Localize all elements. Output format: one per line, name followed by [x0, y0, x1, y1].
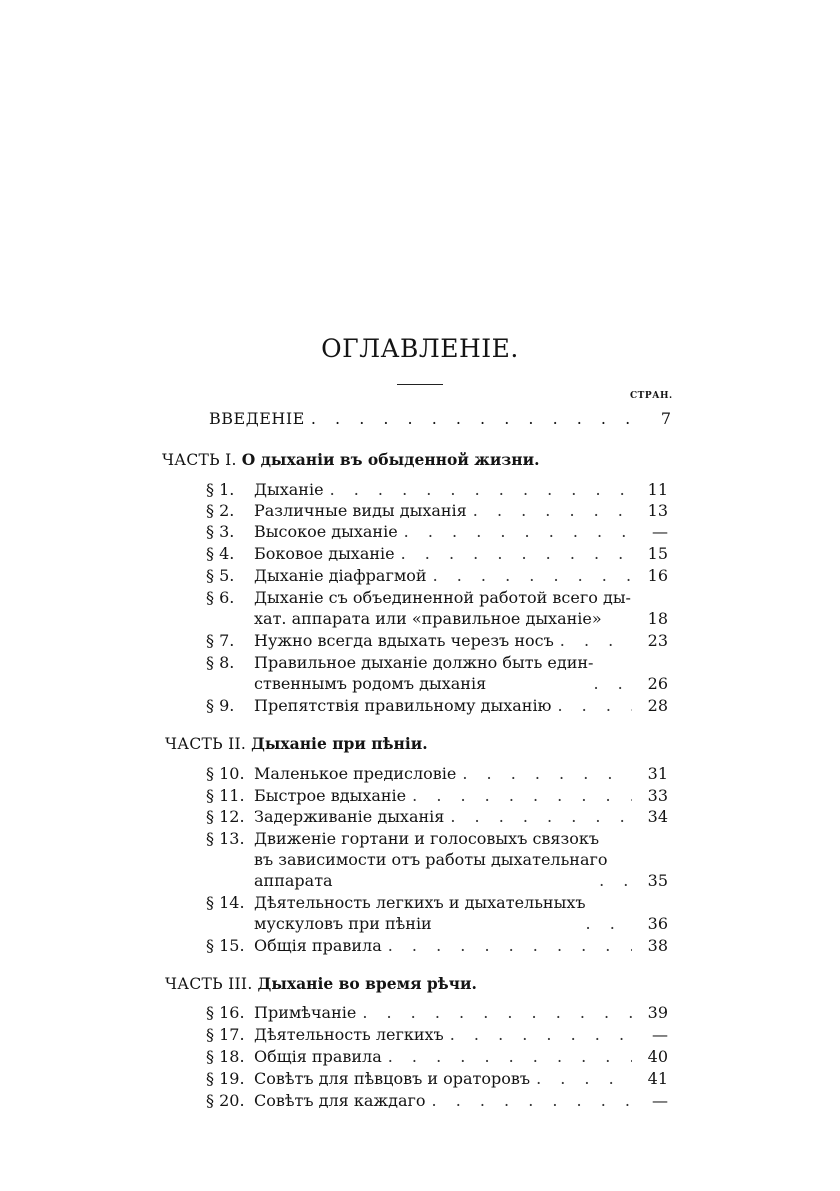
- toc-entry-label-cont: хат. аппарата или «правильное дыханіе»: [254, 609, 602, 628]
- toc-entry-page: 18: [647, 609, 668, 628]
- toc-entry-s3[interactable]: [206, 521, 668, 542]
- dot-leader: [593, 673, 632, 694]
- section-number: § 14.: [206, 893, 245, 912]
- toc-entry-page: 39: [647, 1003, 668, 1022]
- section-number: § 16.: [206, 1003, 245, 1022]
- toc-entry-page: 34: [647, 807, 668, 826]
- toc-entry-page: 40: [647, 1047, 668, 1066]
- dot-leader: [404, 521, 632, 542]
- dot-leader: [599, 870, 632, 891]
- toc-entry-label: Маленькое предисловіе: [254, 764, 457, 783]
- toc-entry-label: ВВЕДЕНІЕ: [209, 409, 305, 428]
- toc-entry-label: Движеніе гортани и голосовыхъ связокъ: [254, 829, 600, 848]
- toc-entry-s16[interactable]: [206, 1002, 668, 1023]
- toc-entry-label: Совѣтъ для каждаго: [254, 1091, 426, 1110]
- dot-leader: [450, 806, 632, 827]
- toc-entry-label: Дыханіе діафрагмой: [254, 566, 427, 585]
- section-number: § 5.: [206, 566, 235, 585]
- toc-entry-s15[interactable]: [206, 935, 668, 956]
- dot-leader: [362, 1002, 632, 1023]
- section-number: § 19.: [206, 1069, 245, 1088]
- section-number: § 1.: [206, 480, 235, 499]
- toc-entry-page: 33: [647, 786, 668, 805]
- toc-entry-s6[interactable]: [206, 587, 668, 628]
- toc-entry-page: 28: [647, 696, 668, 715]
- dot-leader: [560, 630, 632, 651]
- part-title: Дыханіе при пѣніи.: [251, 734, 428, 753]
- toc-entry-s14[interactable]: [206, 892, 668, 933]
- section-number: § 7.: [206, 631, 235, 650]
- toc-entry-label-cont: аппарата: [254, 871, 333, 890]
- section-number: § 4.: [206, 544, 235, 563]
- toc-entry-label: Дыханіе съ объединенной работой всего ды-: [254, 588, 631, 607]
- toc-entry-page: 23: [647, 631, 668, 650]
- toc-entry-label: Совѣтъ для пѣвцовъ и ораторовъ: [254, 1069, 531, 1088]
- part-heading-2: [165, 734, 428, 753]
- dot-leader: [311, 409, 635, 428]
- dot-leader: [433, 565, 632, 586]
- dot-leader: [536, 1068, 632, 1089]
- toc-entry-page: 31: [647, 764, 668, 783]
- toc-entry-label: Задерживаніе дыханія: [254, 807, 445, 826]
- toc-entry-label: Дѣятельность легкихъ: [254, 1025, 444, 1044]
- part-label: ЧАСТЬ I.: [162, 451, 237, 469]
- toc-entry-page: 13: [647, 501, 668, 520]
- toc-entry-page: 38: [647, 936, 668, 955]
- section-number: § 9.: [206, 696, 235, 715]
- toc-entry-page: 26: [647, 674, 668, 693]
- toc-entry-page: 11: [647, 480, 668, 499]
- toc-entry-s10[interactable]: [206, 763, 668, 784]
- toc-entry-s13[interactable]: [206, 828, 668, 890]
- toc-entry-page: 36: [647, 914, 668, 933]
- part-title: О дыханіи въ обыденной жизни.: [241, 450, 540, 469]
- section-number: § 10.: [206, 764, 245, 783]
- dot-leader: [432, 1090, 632, 1111]
- part-label: ЧАСТЬ III.: [165, 975, 253, 993]
- section-number: § 6.: [206, 588, 235, 607]
- toc-entry-s8[interactable]: [206, 652, 668, 693]
- part-heading-1: [162, 450, 540, 469]
- toc-entry-page: —: [652, 522, 668, 541]
- toc-entry-label-cont: въ зависимости отъ работы дыхательнаго: [254, 850, 608, 869]
- dot-leader: [557, 695, 632, 716]
- toc-entry-label: Дыханіе: [254, 480, 324, 499]
- toc-entry-s7[interactable]: [206, 630, 668, 651]
- toc-entry-s11[interactable]: [206, 785, 668, 806]
- toc-entry-s17[interactable]: [206, 1024, 668, 1045]
- dot-leader: [388, 1046, 632, 1067]
- toc-entry-page: 15: [647, 544, 668, 563]
- section-number: § 8.: [206, 653, 235, 672]
- section-number: § 11.: [206, 786, 245, 805]
- toc-entry-s5[interactable]: [206, 565, 668, 586]
- page-column-header: СТРАН.: [630, 391, 673, 401]
- dot-leader: [586, 913, 632, 934]
- toc-entry-label-cont: мускуловъ при пѣніи: [254, 914, 432, 933]
- section-number: § 18.: [206, 1047, 245, 1066]
- toc-entry-intro[interactable]: [209, 409, 671, 428]
- toc-entry-label: Общія правила: [254, 1047, 382, 1066]
- toc-entry-page: —: [652, 1091, 668, 1110]
- toc-entry-s19[interactable]: [206, 1068, 668, 1089]
- section-number: § 3.: [206, 522, 235, 541]
- toc-entry-page: —: [652, 1025, 668, 1044]
- section-number: § 13.: [206, 829, 245, 848]
- title-rule: [397, 384, 443, 385]
- toc-entry-page: 35: [647, 871, 668, 890]
- part-title: Дыханіе во время рѣчи.: [257, 974, 477, 993]
- dot-leader: [450, 1024, 632, 1045]
- toc-entry-label: Быстрое вдыханіе: [254, 786, 407, 805]
- dot-leader: [388, 935, 632, 956]
- toc-entry-label: Примѣчаніе: [254, 1003, 357, 1022]
- section-number: § 20.: [206, 1091, 245, 1110]
- toc-entry-page: 16: [647, 566, 668, 585]
- page-title: ОГЛАВЛЕНІЕ.: [321, 334, 519, 363]
- part-heading-3: [165, 974, 477, 993]
- toc-entry-s1[interactable]: [206, 479, 668, 500]
- toc-entry-label: Высокое дыханіе: [254, 522, 398, 541]
- toc-entry-label: Боковое дыханіе: [254, 544, 395, 563]
- toc-entry-label-cont: ственнымъ родомъ дыханія: [254, 674, 487, 693]
- toc-entry-s4[interactable]: [206, 543, 668, 564]
- section-number: § 2.: [206, 501, 235, 520]
- toc-entry-label: Препятствія правильному дыханію: [254, 696, 552, 715]
- toc-entry-label: Дѣятельность легкихъ и дыхательныхъ: [254, 893, 586, 912]
- dot-leader: [401, 543, 632, 564]
- dot-leader: [631, 608, 632, 629]
- toc-entry-s2[interactable]: [206, 500, 668, 521]
- toc-entry-s12[interactable]: [206, 806, 668, 827]
- toc-entry-label: Различные виды дыханія: [254, 501, 467, 520]
- toc-entry-page: 41: [647, 1069, 668, 1088]
- toc-entry-page: 7: [660, 409, 671, 428]
- toc-entry-s20[interactable]: [206, 1090, 668, 1111]
- dot-leader: [330, 479, 632, 500]
- dot-leader: [462, 763, 632, 784]
- toc-entry-label: Правильное дыханіе должно быть един-: [254, 653, 594, 672]
- toc-entry-label: Общія правила: [254, 936, 382, 955]
- dot-leader: [412, 785, 632, 806]
- section-number: § 12.: [206, 807, 245, 826]
- toc-entry-s18[interactable]: [206, 1046, 668, 1067]
- section-number: § 15.: [206, 936, 245, 955]
- toc-entry-label: Нужно всегда вдыхать черезъ носъ: [254, 631, 554, 650]
- part-label: ЧАСТЬ II.: [165, 735, 247, 753]
- dot-leader: [473, 500, 632, 521]
- toc-entry-s9[interactable]: [206, 695, 668, 716]
- section-number: § 17.: [206, 1025, 245, 1044]
